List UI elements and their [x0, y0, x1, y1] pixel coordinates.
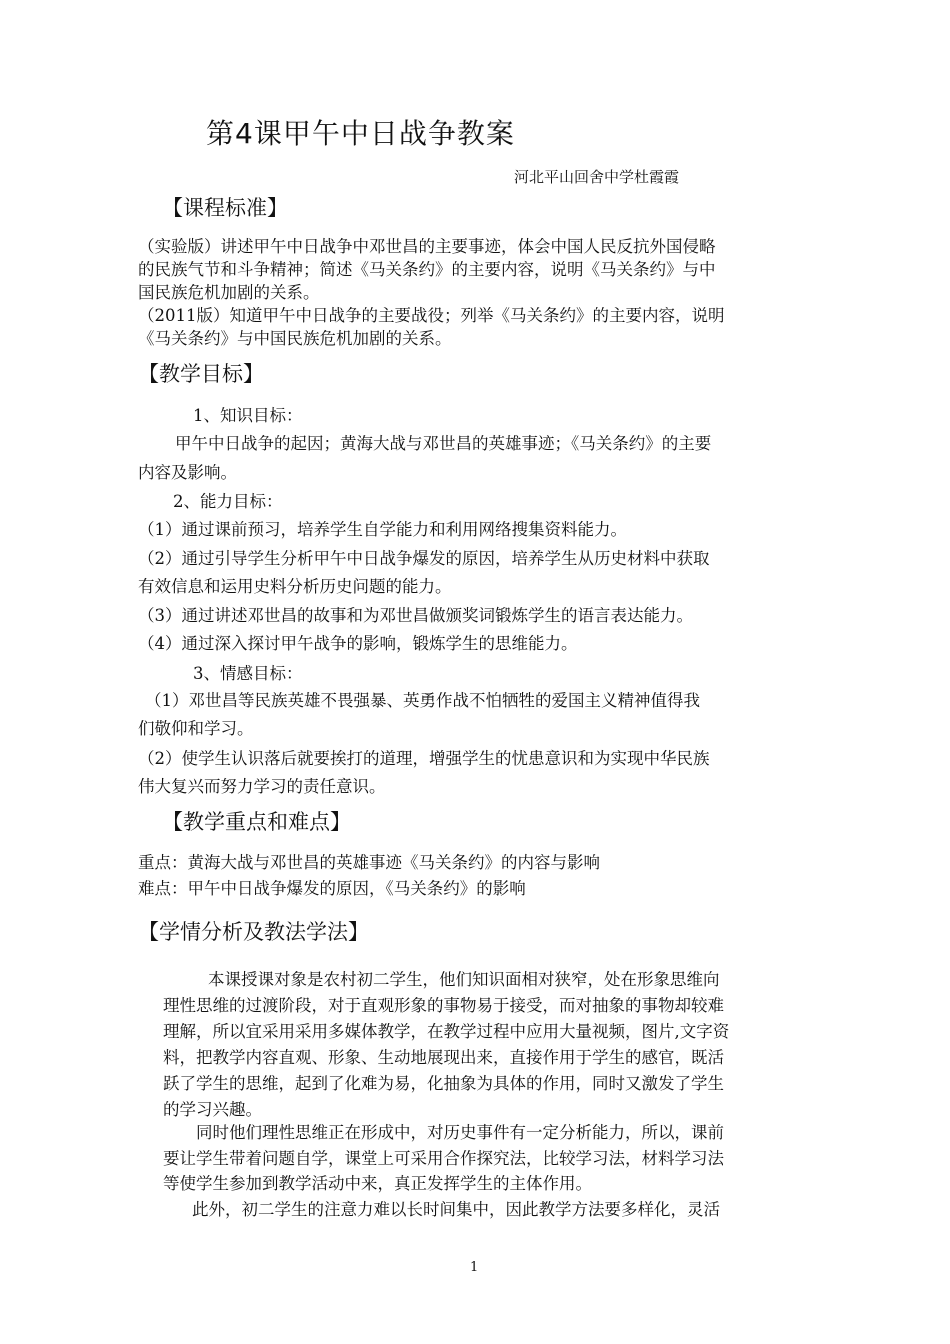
page-number: 1: [470, 1260, 479, 1275]
paragraph-line: （2）通过引导学生分析甲午中日战争爆发的原因，培养学生从历史材料中获取: [138, 549, 710, 568]
paragraph-line: 的学习兴趣。: [163, 1100, 262, 1119]
paragraph-line: 难点：甲午中日战争爆发的原因，《马关条约》的影响: [138, 879, 526, 898]
document-title: 第4课甲午中日战争教案: [206, 117, 515, 150]
paragraph-line: 甲午中日战争的起因；黄海大战与邓世昌的英雄事迹；《马关条约》的主要: [175, 434, 712, 453]
paragraph-line: 同时他们理性思维正在形成中，对历史事件有一定分析能力，所以，课前: [196, 1123, 724, 1142]
paragraph-line: 3、情感目标：: [193, 664, 303, 683]
paragraph-line: 内容及影响。: [138, 463, 237, 482]
section-heading-standard: 【课程标准】: [162, 196, 288, 220]
paragraph-line: 2、能力目标：: [173, 492, 283, 511]
section-heading-goals: 【教学目标】: [138, 362, 264, 386]
paragraph-line: （2）使学生认识落后就要挨打的道理，增强学生的忧患意识和为实现中华民族: [138, 749, 710, 768]
paragraph-line: 料，把教学内容直观、形象、生动地展现出来，直接作用于学生的感官，既活: [163, 1048, 724, 1067]
document-author: 河北平山回舍中学杜霞霞: [514, 168, 680, 186]
paragraph-line: 理解，所以宜采用采用多媒体教学，在教学过程中应用大量视频，图片,文字资: [163, 1022, 730, 1041]
paragraph-line: 跃了学生的思维，起到了化难为易，化抽象为具体的作用，同时又激发了学生: [163, 1074, 724, 1093]
paragraph-line: （1）通过课前预习，培养学生自学能力和利用网络搜集资料能力。: [138, 520, 627, 539]
paragraph-line: 理性思维的过渡阶段，对于直观形象的事物易于接受，而对抽象的事物却较难: [163, 996, 724, 1015]
paragraph-line: 重点：黄海大战与邓世昌的英雄事迹《马关条约》的内容与影响: [138, 853, 600, 872]
paragraph-line: 国民族危机加剧的关系。: [138, 283, 320, 302]
section-heading-key-points: 【教学重点和难点】: [162, 810, 351, 834]
paragraph-line: 要让学生带着问题自学，课堂上可采用合作探究法，比较学习法，材料学习法: [163, 1149, 724, 1168]
paragraph-line: 有效信息和运用史料分析历史问题的能力。: [138, 577, 452, 596]
paragraph-line: 伟大复兴而努力学习的责任意识。: [138, 777, 386, 796]
paragraph-line: 《马关条约》与中国民族危机加剧的关系。: [138, 329, 452, 348]
paragraph-line: （4）通过深入探讨甲午战争的影响，锻炼学生的思维能力。: [138, 634, 578, 653]
paragraph-line: （实验版）讲述甲午中日战争中邓世昌的主要事迹，体会中国人民反抗外国侵略: [138, 237, 716, 256]
paragraph-line: （1）邓世昌等民族英雄不畏强暴、英勇作战不怕牺牲的爱国主义精神值得我: [145, 691, 700, 710]
paragraph-line: 本课授课对象是农村初二学生，他们知识面相对狭窄，处在形象思维向: [208, 970, 720, 989]
paragraph-line: 1、知识目标：: [193, 406, 303, 425]
section-heading-analysis: 【学情分析及教法学法】: [138, 920, 369, 944]
paragraph-line: 的民族气节和斗争精神；简述《马关条约》的主要内容，说明《马关条约》与中: [138, 260, 716, 279]
paragraph-line: （2011版）知道甲午中日战争的主要战役；列举《马关条约》的主要内容，说明: [138, 306, 725, 325]
paragraph-line: 此外，初二学生的注意力难以长时间集中，因此教学方法要多样化，灵活: [192, 1200, 720, 1219]
paragraph-line: 们敬仰和学习。: [138, 719, 254, 738]
paragraph-line: （3）通过讲述邓世昌的故事和为邓世昌做颁奖词锻炼学生的语言表达能力。: [138, 606, 693, 625]
paragraph-line: 等使学生参加到教学活动中来，真正发挥学生的主体作用。: [163, 1174, 592, 1193]
